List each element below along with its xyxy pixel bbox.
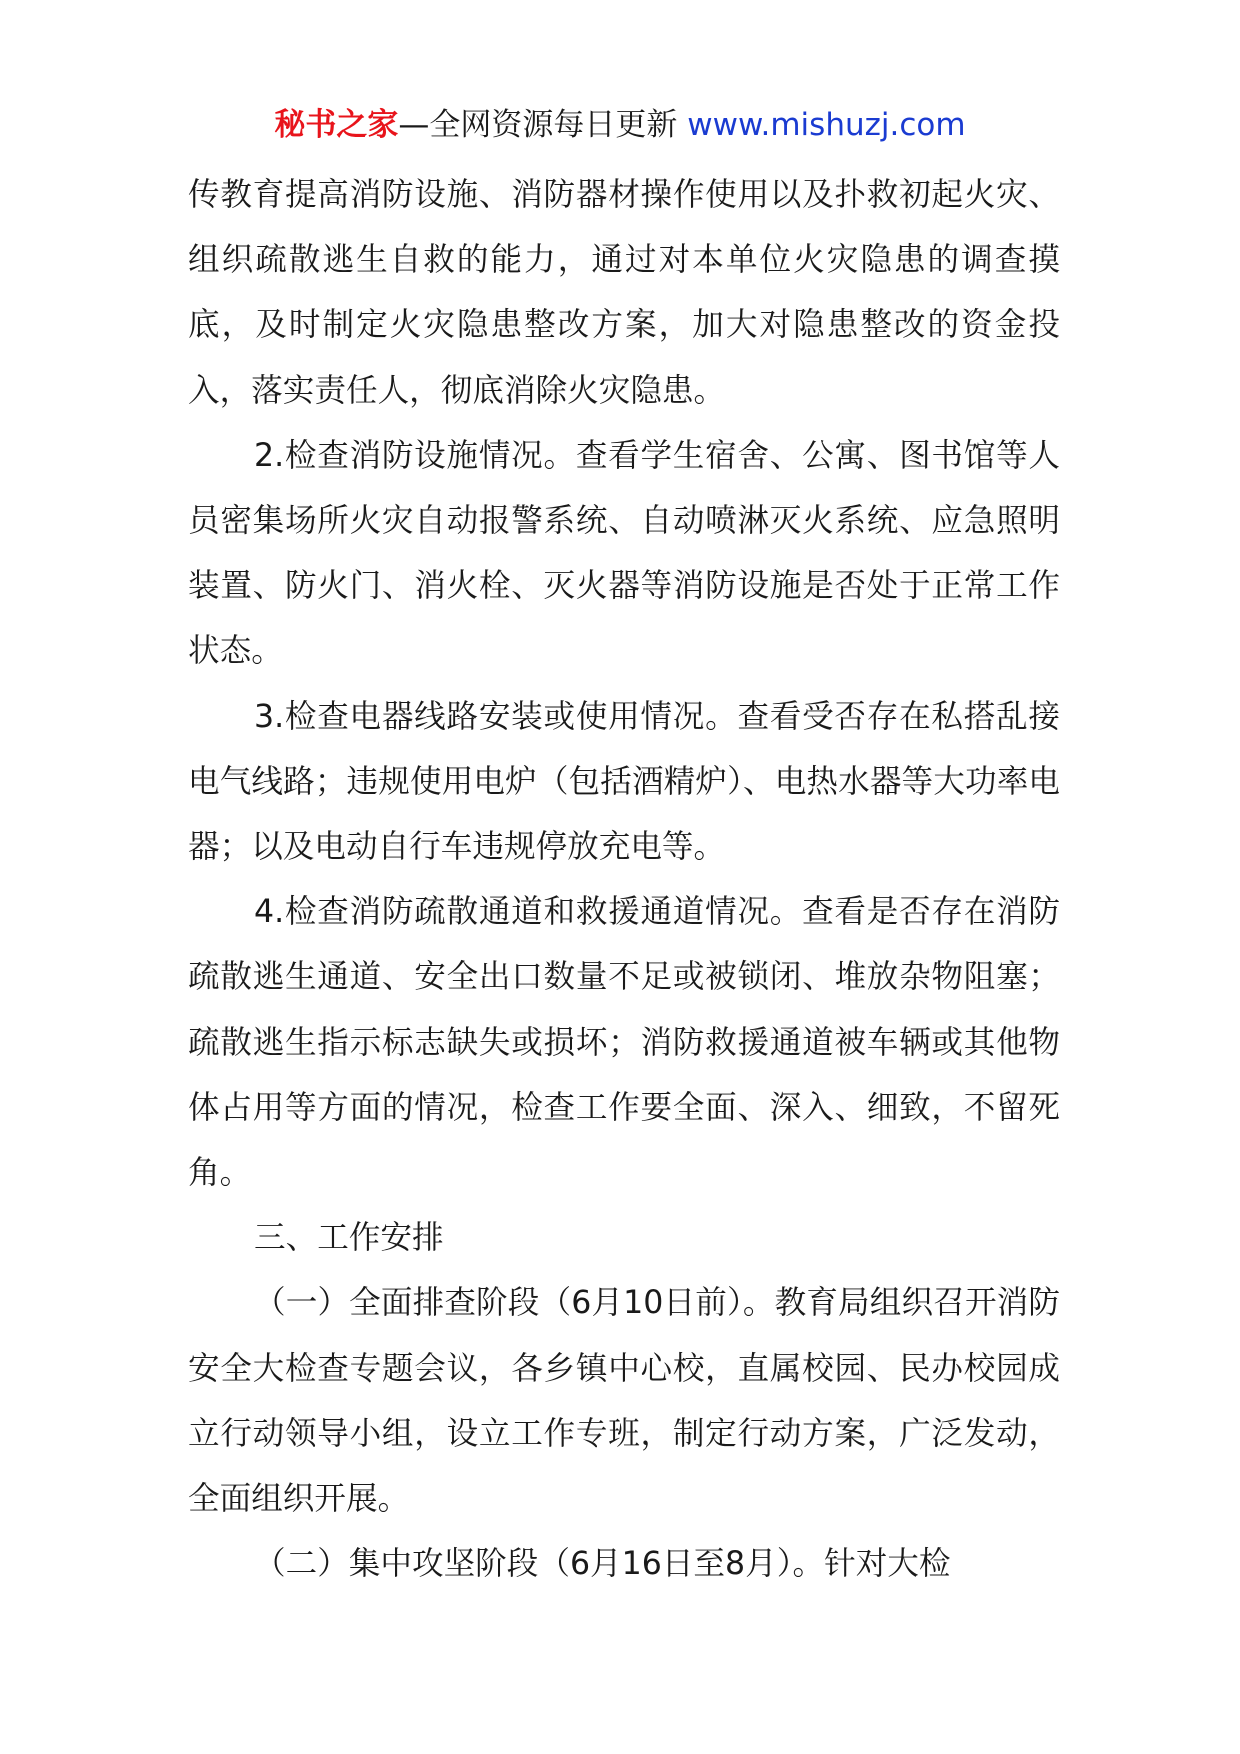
site-header [0,103,1240,147]
paragraph-stage-one: （一）全面排查阶段（6月10日前）。教育局组织召开消防安全大检查专题会议，各乡镇中心校，直属校园、民办校园成立行动领导小组，设立工作专班，制定行动方案，广泛发动，全面组织开展。 [188,1285,1060,1518]
paragraph-continuation: 传教育提高消防设施、消防器材操作使用以及扑救初起火灾、组织疏散逃生自救的能力，通过对本单位火灾隐患的调查摸底，及时制定火灾隐患整改方案，加大对隐患整改的资金投入，落实责任人，彻底消除火灾隐患。 [188,177,1060,409]
site-brand: 秘书之家 [274,107,399,143]
paragraph-check-electrical-wiring: 3.检查电器线路安装或使用情况。查看受否存在私搭乱接电气线路；违规使用电炉（包括酒精炉）、电热水器等大功率电器；以及电动自行车违规停放充电等。 [188,698,1060,866]
paragraph-stage-two: （二）集中攻坚阶段（6月16日至8月）。针对大检 [254,1546,951,1583]
paragraph-check-fire-facilities: 2.检查消防设施情况。查看学生宿舍、公寓、图书馆等人员密集场所火灾自动报警系统、自动喷淋灭火系统、应急照明装置、防火门、消火栓、灭火器等消防设施是否处于正常工作状态。 [188,437,1060,670]
site-url-link[interactable]: www.mishuzj.com [687,107,966,143]
document-body [188,163,1060,1597]
site-tagline: —全网资源每日更新 [398,107,678,143]
paragraph-check-evacuation-routes: 4.检查消防疏散通道和救援通道情况。查看是否存在消防疏散逃生通道、安全出口数量不足或被锁闭、堆放杂物阻塞；疏散逃生指示标志缺失或损坏；消防救援通道被车辆或其他物体占用等方面的情况，检查工作要全面、深入、细致，不留死角。 [188,894,1060,1192]
section-heading-work-arrangement: 三、工作安排 [254,1220,444,1257]
